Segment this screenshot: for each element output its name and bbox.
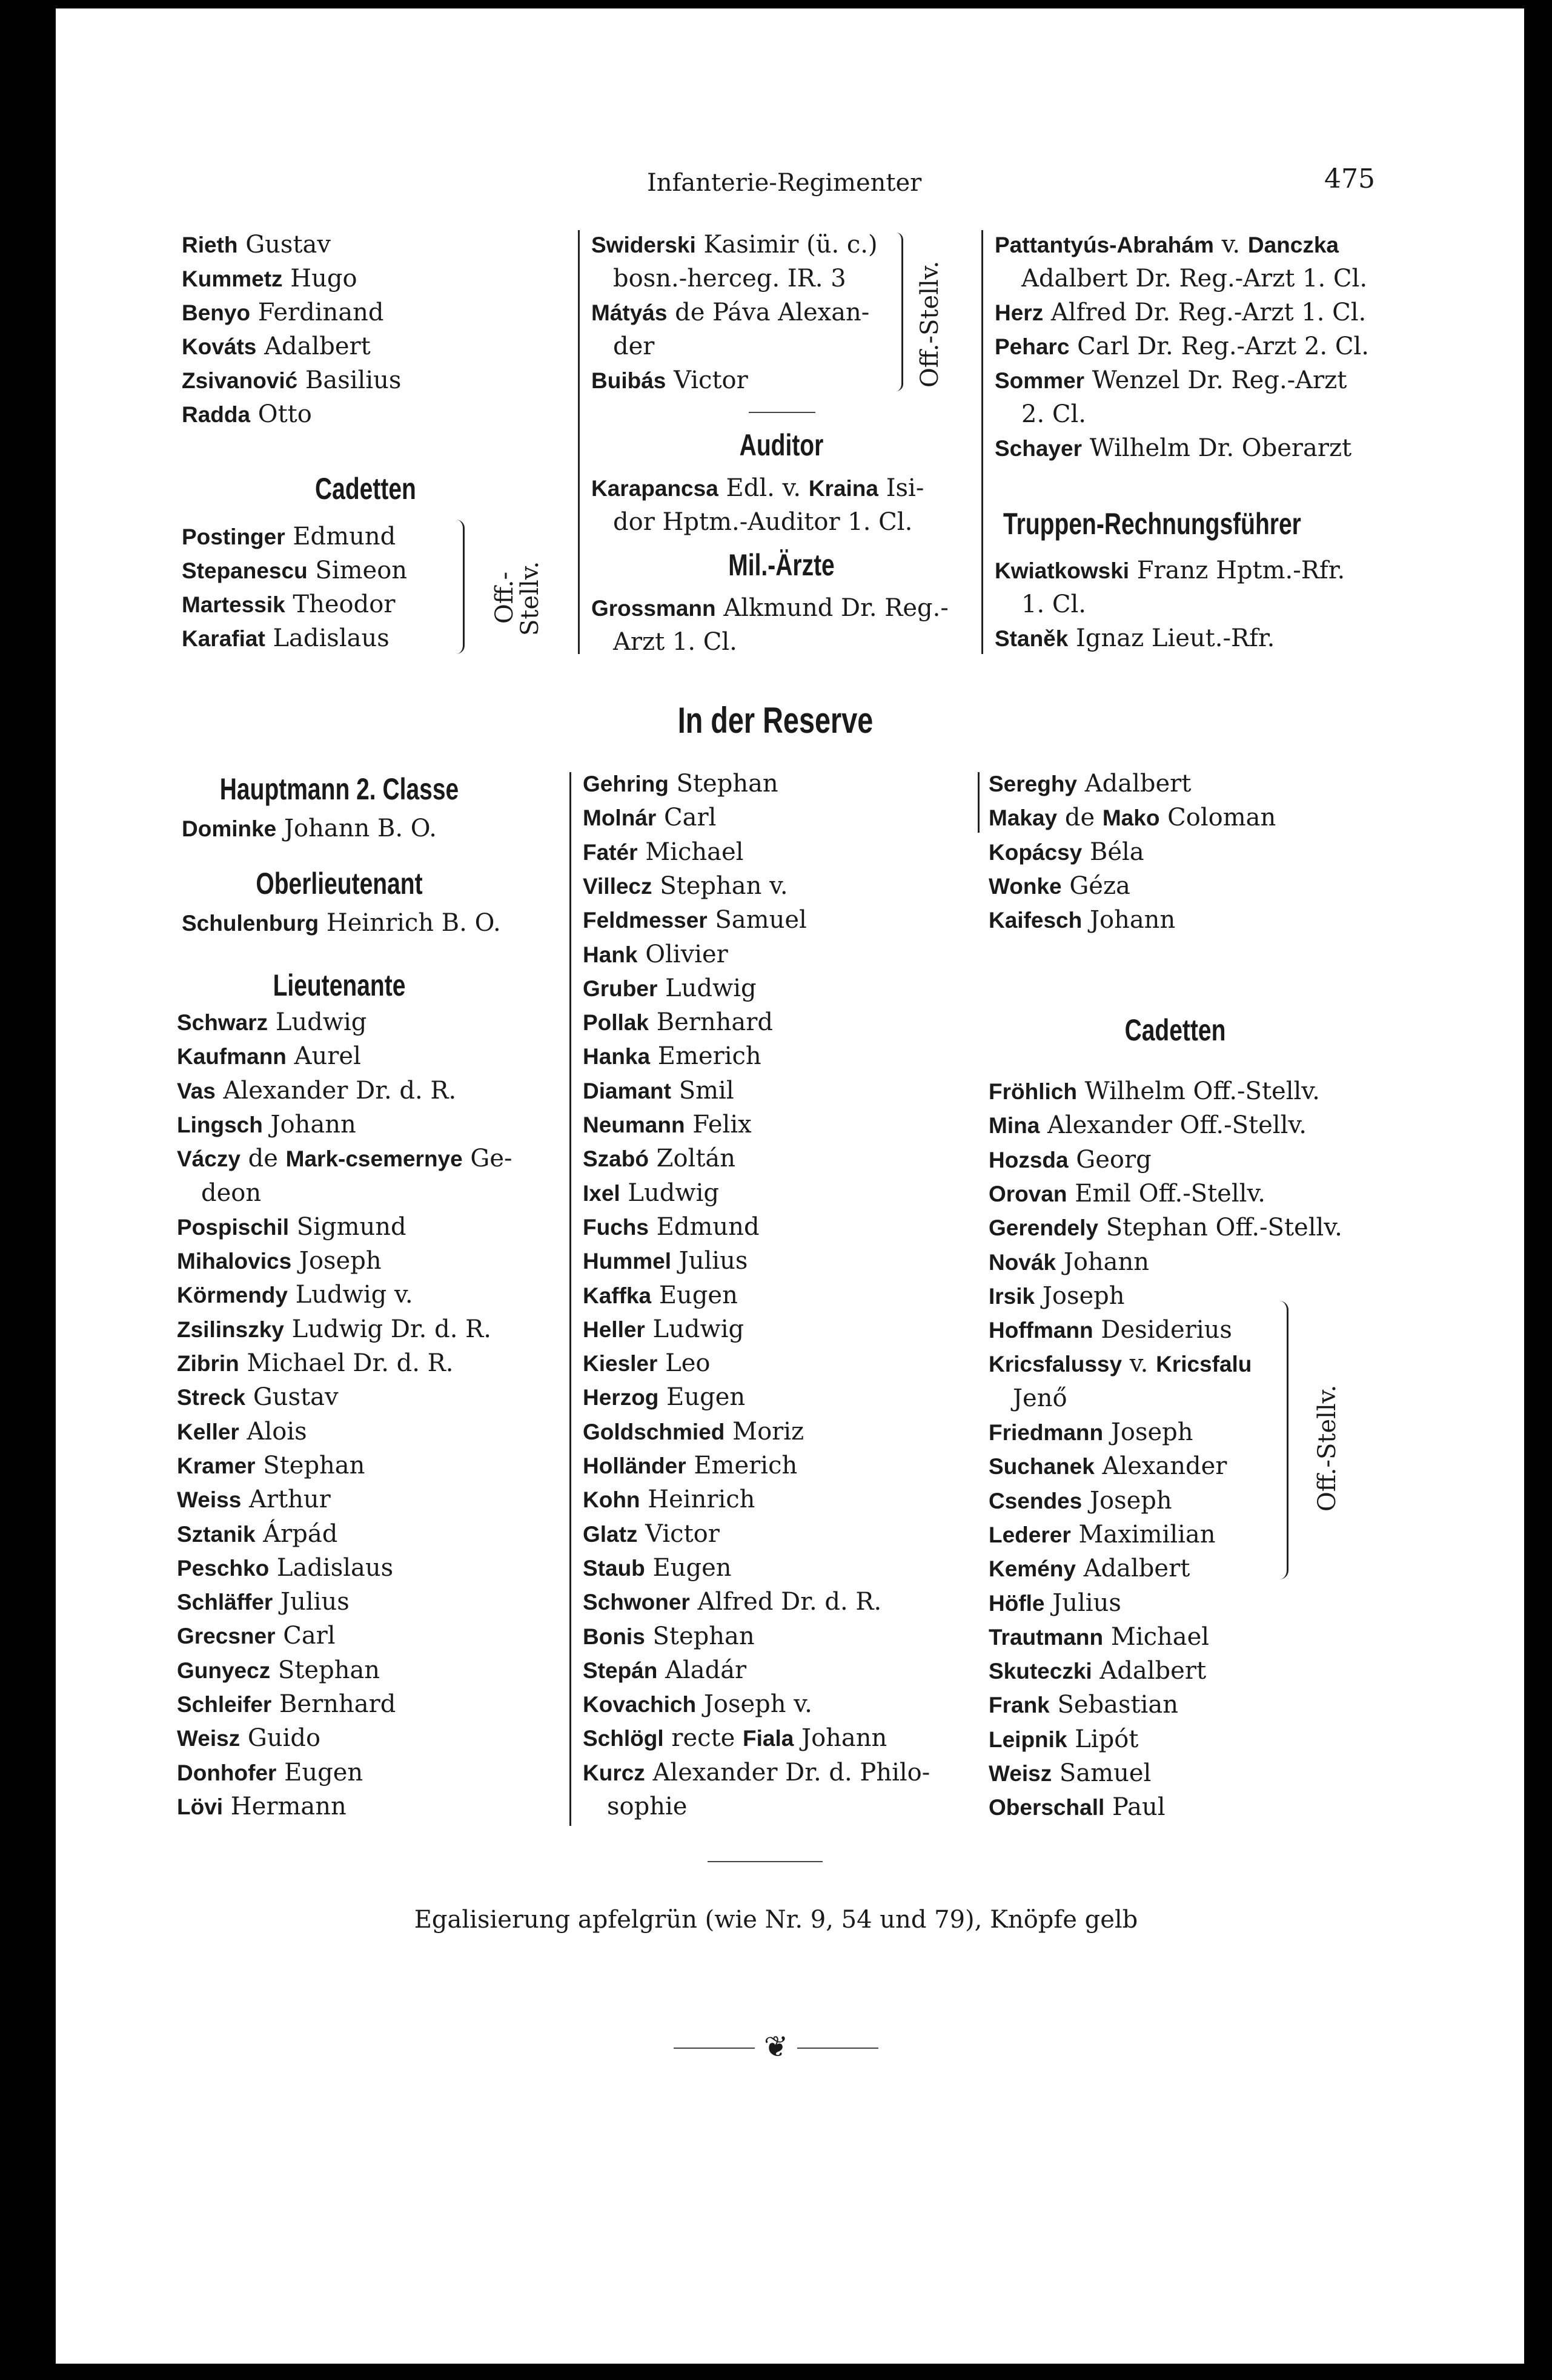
list-item: Schwoner Alfred Dr. d. R. bbox=[583, 1588, 882, 1616]
list-item: Weiss Arthur bbox=[177, 1486, 331, 1514]
list-item: Feldmesser Samuel bbox=[583, 906, 807, 934]
list-item: Kaifesch Johann bbox=[989, 906, 1176, 934]
list-item: Zsilinszky Ludwig Dr. d. R. bbox=[177, 1315, 491, 1343]
list-item: Zsivanović Basilius bbox=[182, 366, 402, 394]
list-item: Zibrin Michael Dr. d. R. bbox=[177, 1349, 454, 1377]
facings-note: Egalisierung apfelgrün (wie Nr. 9, 54 und 79), Knöpfe gelb bbox=[414, 1906, 1138, 1934]
list-item: Ixel Ludwig bbox=[583, 1178, 719, 1207]
list-item: Diamant Smil bbox=[583, 1076, 734, 1105]
list-item: Karapancsa Edl. v. Kraina Isi- bbox=[591, 474, 924, 502]
list-item: Kummetz Hugo bbox=[182, 265, 357, 293]
cadets-bracket bbox=[456, 520, 465, 654]
lieutenants-heading: Lieutenante bbox=[273, 968, 406, 1002]
list-item: Höfle Julius bbox=[989, 1588, 1121, 1617]
list-item-cont: Arzt 1. Cl. bbox=[613, 628, 737, 656]
list-item: Körmendy Ludwig v. bbox=[177, 1281, 413, 1309]
list-item: Grossmann Alkmund Dr. Reg.- bbox=[591, 594, 949, 622]
column-divider-top-right bbox=[981, 230, 983, 654]
list-item: Lövi Hermann bbox=[177, 1792, 347, 1820]
separator-short bbox=[708, 1861, 823, 1862]
list-item: Stepán Aladár bbox=[583, 1656, 747, 1684]
list-item: Kaffka Eugen bbox=[583, 1281, 738, 1309]
list-item: Buibás Victor bbox=[591, 366, 748, 394]
list-item: Kricsfalussy v. Kricsfalu bbox=[989, 1350, 1252, 1378]
list-item: Gruber Ludwig bbox=[583, 974, 757, 1002]
list-item: Peharc Carl Dr. Reg.-Arzt 2. Cl. bbox=[995, 332, 1369, 360]
list-item: Stepanescu Simeon bbox=[182, 557, 408, 584]
list-item: Holländer Emerich bbox=[583, 1452, 798, 1479]
list-item: Gerendely Stephan Off.-Stellv. bbox=[989, 1214, 1342, 1242]
reserve-cadets-rank-note: Off.-Stellv. bbox=[1313, 1384, 1341, 1512]
list-item: Suchanek Alexander bbox=[989, 1452, 1227, 1481]
list-item: Orovan Emil Off.-Stellv. bbox=[989, 1179, 1266, 1208]
list-item: Postinger Edmund bbox=[182, 523, 396, 550]
list-item-cont: der bbox=[613, 332, 655, 360]
running-title: Infanterie-Regimenter bbox=[647, 169, 922, 197]
list-item-cont: 2. Cl. bbox=[1021, 400, 1086, 428]
list-item: Heller Ludwig bbox=[583, 1315, 744, 1343]
reserve-cadets-bracket bbox=[1279, 1301, 1288, 1579]
list-item: Donhofer Eugen bbox=[177, 1758, 363, 1787]
list-item: Molnár Carl bbox=[583, 804, 717, 832]
cadets-rank-note-2: Stellv. bbox=[516, 561, 544, 636]
officer-deputy-bracket bbox=[893, 233, 903, 391]
list-item: Mina Alexander Off.-Stellv. bbox=[989, 1111, 1307, 1140]
list-item: Schläffer Julius bbox=[177, 1588, 350, 1616]
list-item-cont: 1. Cl. bbox=[1021, 590, 1086, 618]
list-item: Hummel Julius bbox=[583, 1247, 748, 1275]
list-item: Grecsner Carl bbox=[177, 1622, 336, 1650]
list-item: Karafiat Ladislaus bbox=[182, 624, 390, 652]
list-item: Radda Otto bbox=[182, 400, 312, 428]
ornament-icon: ❦ bbox=[763, 2030, 789, 2064]
list-item: Friedmann Joseph bbox=[989, 1418, 1193, 1446]
list-item: Keller Alois bbox=[177, 1417, 307, 1446]
list-item: Gehring Stephan bbox=[583, 770, 778, 798]
list-item: Glatz Victor bbox=[583, 1519, 720, 1548]
cadets-rank-note: Off.- bbox=[491, 571, 519, 624]
list-item: Bonis Stephan bbox=[583, 1622, 755, 1650]
scan-border-left bbox=[0, 0, 56, 2380]
list-item: Leipnik Lipót bbox=[989, 1725, 1139, 1753]
list-item: Oberschall Paul bbox=[989, 1793, 1166, 1822]
list-item: Pospischil Sigmund bbox=[177, 1212, 406, 1241]
paymasters-heading: Truppen-Rechnungsführer bbox=[1003, 507, 1301, 541]
list-item-cont: deon bbox=[201, 1178, 262, 1207]
list-item: Szabó Zoltán bbox=[583, 1145, 736, 1173]
page-number: 475 bbox=[1324, 164, 1375, 194]
list-item: Kováts Adalbert bbox=[182, 332, 371, 360]
list-item: Swiderski Kasimir (ü. c.) bbox=[591, 231, 878, 259]
scan-border-bottom bbox=[0, 2364, 1552, 2380]
list-item: Sommer Wenzel Dr. Reg.-Arzt bbox=[995, 366, 1347, 394]
list-item: Kwiatkowski Franz Hptm.-Rfr. bbox=[995, 557, 1345, 584]
list-item: Fröhlich Wilhelm Off.-Stellv. bbox=[989, 1077, 1320, 1105]
list-item-cont: Adalbert Dr. Reg.-Arzt 1. Cl. bbox=[1021, 265, 1368, 293]
list-item: Frank Sebastian bbox=[989, 1691, 1179, 1719]
list-item: Kramer Stephan bbox=[177, 1451, 365, 1479]
auditor-heading: Auditor bbox=[739, 428, 824, 462]
list-item: Schlögl recte Fiala Johann bbox=[583, 1724, 887, 1753]
scan-border-right bbox=[1524, 0, 1552, 2380]
list-item: Schulenburg Heinrich B. O. bbox=[182, 909, 501, 937]
list-item: Lederer Maximilian bbox=[989, 1520, 1216, 1549]
list-item: Kopácsy Béla bbox=[989, 838, 1144, 866]
list-item: Peschko Ladislaus bbox=[177, 1553, 394, 1582]
list-item: Váczy de Mark-csemernye Ge- bbox=[177, 1145, 512, 1173]
list-item: Dominke Johann B. O. bbox=[182, 815, 437, 842]
list-item: Wonke Géza bbox=[989, 871, 1130, 900]
list-item: Hoffmann Desiderius bbox=[989, 1316, 1232, 1344]
list-item: Weisz Guido bbox=[177, 1724, 321, 1753]
list-item: Hozsda Georg bbox=[989, 1145, 1152, 1174]
list-item: Novák Johann bbox=[989, 1248, 1150, 1276]
list-item-cont: dor Hptm.-Auditor 1. Cl. bbox=[613, 508, 913, 536]
reserve-heading: In der Reserve bbox=[677, 700, 874, 741]
list-item: Irsik Joseph bbox=[989, 1281, 1125, 1310]
list-item: Benyo Ferdinand bbox=[182, 299, 384, 326]
officer-deputy-note: Off.-Stellv. bbox=[916, 260, 944, 388]
reserve-cadets-heading: Cadetten bbox=[1124, 1013, 1226, 1047]
list-item: Kovachich Joseph v. bbox=[583, 1690, 812, 1719]
list-item: Staub Eugen bbox=[583, 1553, 732, 1582]
cadets-heading: Cadetten bbox=[315, 472, 416, 506]
separator-short bbox=[749, 412, 815, 413]
ornament-rule-left bbox=[674, 2048, 755, 2049]
list-item: Streck Gustav bbox=[177, 1383, 339, 1412]
list-item: Hanka Emerich bbox=[583, 1042, 761, 1071]
list-item: Gunyecz Stephan bbox=[177, 1656, 380, 1684]
list-item-cont: Jenő bbox=[1013, 1384, 1067, 1412]
list-item-cont: bosn.-herceg. IR. 3 bbox=[613, 265, 846, 293]
list-item: Pattantyús-Abrahám v. Danczka bbox=[995, 231, 1339, 259]
list-item: Kohn Heinrich bbox=[583, 1486, 755, 1514]
list-item: Fatér Michael bbox=[583, 838, 744, 866]
column-divider-top-left bbox=[578, 230, 580, 654]
ornament-rule-right bbox=[797, 2048, 878, 2049]
list-item: Villecz Stephan v. bbox=[583, 871, 788, 900]
list-item: Herzog Eugen bbox=[583, 1383, 746, 1412]
military-doctors-heading: Mil.-Ärzte bbox=[728, 548, 835, 582]
list-item: Martessik Theodor bbox=[182, 590, 396, 618]
list-item: Kaufmann Aurel bbox=[177, 1042, 361, 1071]
list-item: Neumann Felix bbox=[583, 1111, 752, 1139]
list-item: Sereghy Adalbert bbox=[989, 770, 1192, 798]
list-item: Kemény Adalbert bbox=[989, 1555, 1190, 1583]
list-item: Rieth Gustav bbox=[182, 231, 331, 259]
list-item: Kiesler Leo bbox=[583, 1349, 711, 1378]
list-item: Sztanik Árpád bbox=[177, 1519, 338, 1548]
list-item: Makay de Mako Coloman bbox=[989, 804, 1276, 832]
list-item: Staněk Ignaz Lieut.-Rfr. bbox=[995, 624, 1275, 652]
column-divider-reserve-left bbox=[569, 772, 571, 1826]
list-item: Kurcz Alexander Dr. d. Philo- bbox=[583, 1758, 930, 1787]
list-item: Goldschmied Moriz bbox=[583, 1417, 804, 1446]
list-item-cont: sophie bbox=[607, 1793, 688, 1820]
first-lieutenant-heading: Oberlieutenant bbox=[256, 867, 423, 901]
list-item: Herz Alfred Dr. Reg.-Arzt 1. Cl. bbox=[995, 299, 1367, 326]
list-item: Skuteczki Adalbert bbox=[989, 1657, 1207, 1685]
list-item: Schayer Wilhelm Dr. Oberarzt bbox=[995, 434, 1352, 462]
list-item: Weisz Samuel bbox=[989, 1759, 1152, 1787]
list-item: Mihalovics Joseph bbox=[177, 1247, 382, 1275]
column-divider-reserve-right bbox=[978, 772, 980, 833]
scan-border-top bbox=[0, 0, 1552, 8]
list-item: Csendes Joseph bbox=[989, 1486, 1172, 1515]
list-item: Mátyás de Páva Alexan- bbox=[591, 299, 870, 326]
captain-heading: Hauptmann 2. Classe bbox=[219, 772, 459, 806]
list-item: Trautmann Michael bbox=[989, 1622, 1210, 1651]
list-item: Schleifer Bernhard bbox=[177, 1690, 396, 1718]
list-item: Pollak Bernhard bbox=[583, 1008, 773, 1037]
list-item: Schwarz Ludwig bbox=[177, 1008, 367, 1036]
list-item: Hank Olivier bbox=[583, 940, 728, 968]
list-item: Fuchs Edmund bbox=[583, 1212, 760, 1241]
list-item: Vas Alexander Dr. d. R. bbox=[177, 1076, 457, 1105]
list-item: Lingsch Johann bbox=[177, 1110, 356, 1139]
